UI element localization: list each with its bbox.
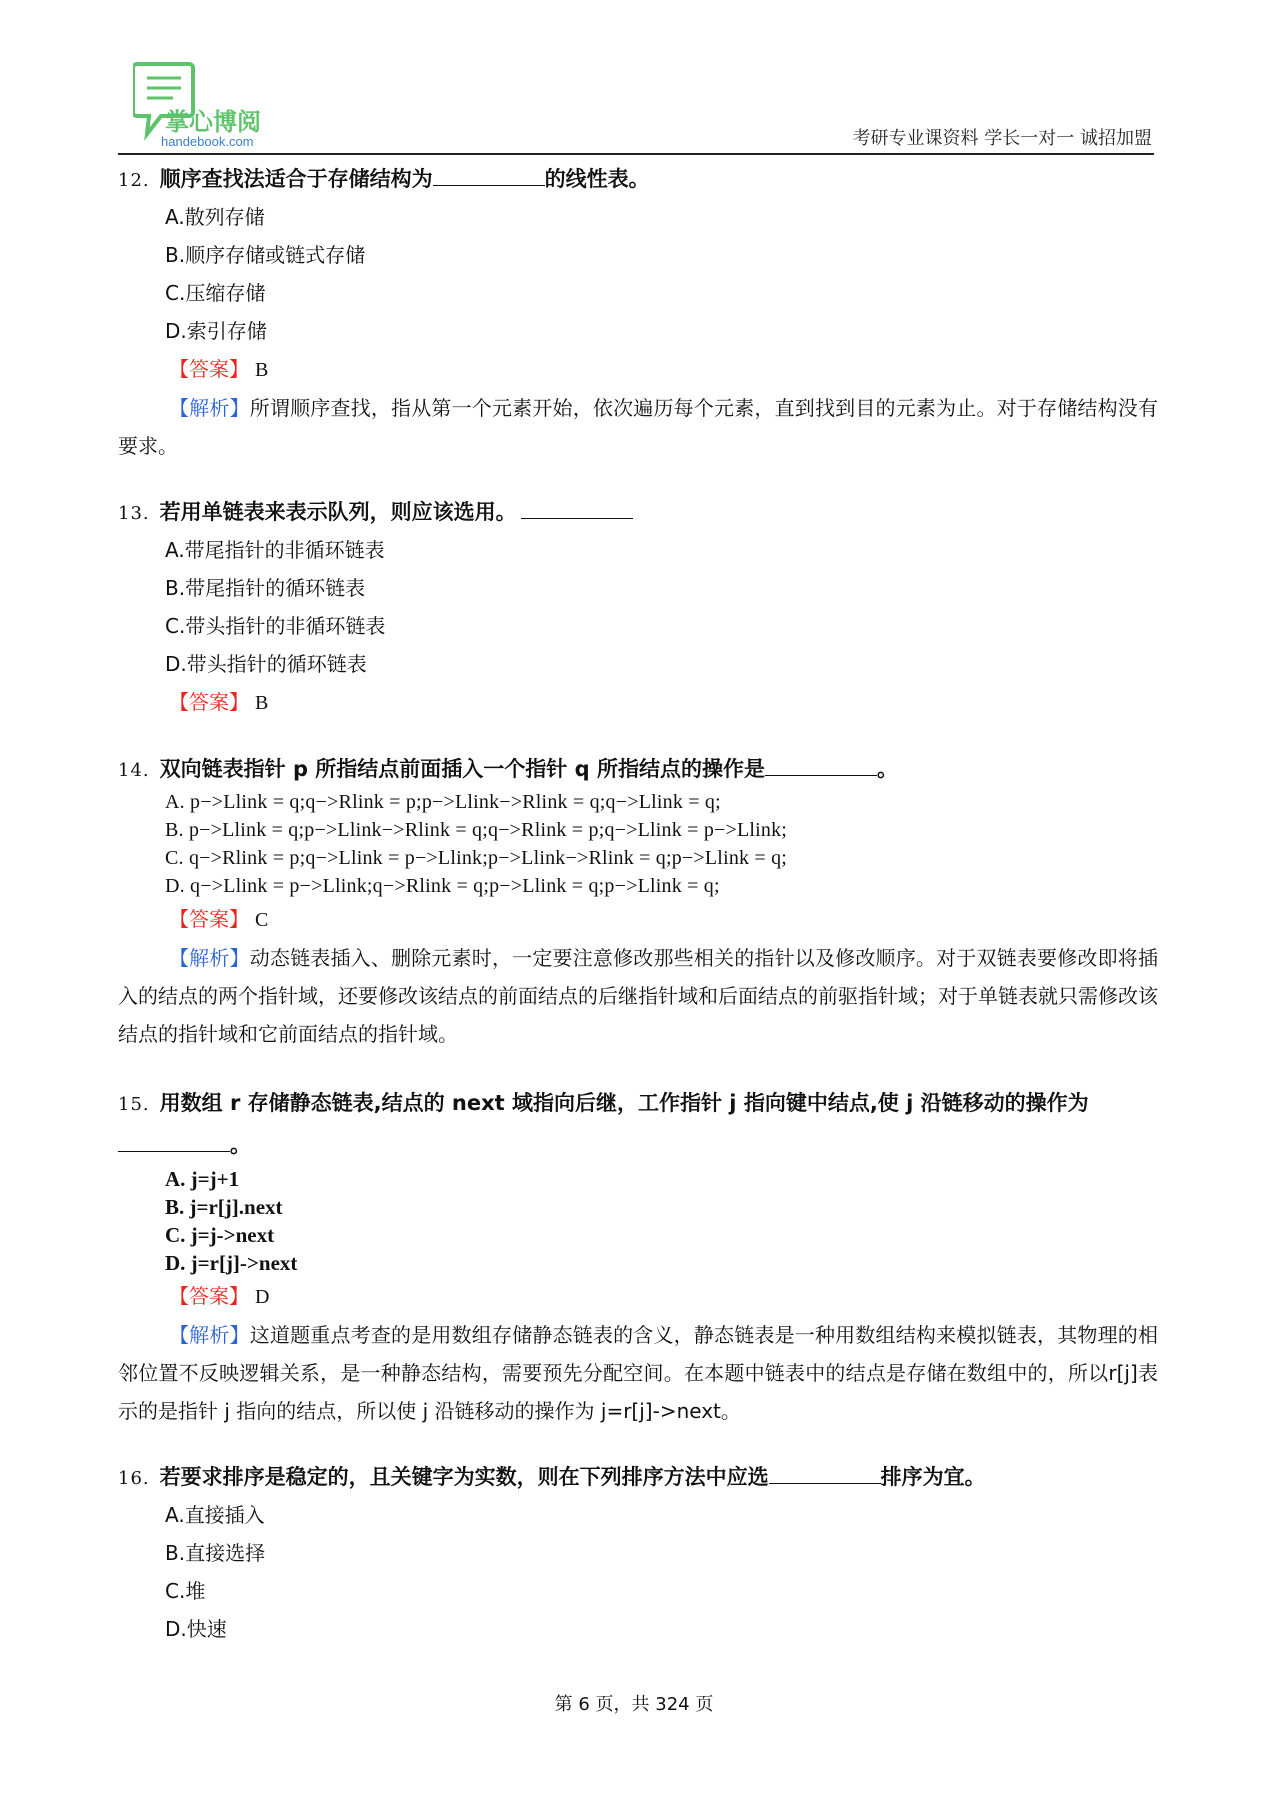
answer-tag: 【答案】 (169, 690, 249, 714)
question-text-end: 。 (230, 1133, 251, 1157)
question-text-end: 的线性表。 (544, 167, 650, 191)
page-footer: 第 6 页，共 324 页 (554, 1694, 714, 1715)
option-d: D. j=r[j]->next (165, 1251, 298, 1275)
option-b: B.顺序存储或链式存储 (165, 243, 366, 267)
answer-value: B (255, 359, 269, 381)
explanation-text: 这道题重点考查的是用数组存储静态链表的含义，静态链表是一种用数组结构来模拟链表，其物理的相邻位置不反映逻辑关系，是一种静态结构，需要预先分配空间。在本题中链表中的结点是存储在数组中的，所以r[j]表示的是指针 j 指向的结点，所以使 j 沿链移动的操作为 j=r[j]->next。 (118, 1323, 1158, 1423)
answer-blank (765, 753, 877, 776)
answer-value: B (255, 692, 269, 714)
question-title (118, 162, 1158, 198)
option-a: A. j=j+1 (165, 1167, 240, 1191)
option-b: B. j=r[j].next (165, 1195, 283, 1219)
option-b: B. p−>Llink = q;p−>Llink−>Rlink = q;q−>Rlink = p;q−>Llink = p−>Llink; (165, 819, 788, 841)
answer-tag: 【答案】 (169, 907, 249, 931)
explanation-tag: 【解析】 (169, 946, 250, 970)
option-d: D. q−>Llink = p−>Llink;q−>Rlink = q;p−>Llink = q;p−>Llink = q; (165, 875, 720, 897)
option-c: C.压缩存储 (165, 281, 266, 305)
question-text: 顺序查找法适合于存储结构为 (159, 167, 433, 191)
explanation-text: 动态链表插入、删除元素时，一定要注意修改那些相关的指针以及修改顺序。对于双链表要修改即将插入的结点的两个指针域，还要修改该结点的前面结点的后继指针域和后面结点的前驱指针域；对于单链表就只需修改该结点的指针域和它前面结点的指针域。 (118, 946, 1158, 1046)
handebook-logo (133, 62, 283, 150)
question-number: 12. (118, 170, 150, 191)
question-text-end: 。 (876, 757, 898, 781)
question-14 (118, 752, 1158, 1053)
answer-tag: 【答案】 (169, 1284, 249, 1308)
option-b: B.带尾指针的循环链表 (165, 576, 366, 600)
logo-domain: handebook.com (161, 134, 254, 149)
answer-line (118, 683, 1158, 722)
question-text: 若用单链表来表示队列，则应该选用。 (159, 500, 517, 524)
answer-tag: 【答案】 (169, 357, 249, 381)
question-title (118, 1083, 1158, 1165)
question-number: 13. (118, 503, 150, 524)
question-13 (118, 495, 1158, 722)
option-b: B.直接选择 (165, 1541, 266, 1565)
option-c: C. q−>Rlink = p;q−>Llink = p−>Llink;p−>Llink−>Rlink = q;p−>Llink = q; (165, 847, 788, 869)
explanation-text: 所谓顺序查找，指从第一个元素开始，依次遍历每个元素，直到找到目的元素为止。对于存储结构没有要求。 (118, 396, 1158, 458)
question-text: 用数组 r 存储静态链表,结点的 next 域指向后继，工作指针 j 指向键中结点,使 j 沿链移动的操作为 (159, 1091, 1089, 1115)
answer-value: C (255, 909, 269, 931)
option-a: A.直接插入 (165, 1503, 265, 1527)
question-title (118, 495, 1158, 531)
answer-value: D (255, 1286, 270, 1308)
question-title (118, 752, 1158, 788)
question-text: 双向链表指针 p 所指结点前面插入一个指针 q 所指结点的操作是 (159, 757, 765, 781)
question-number: 15. (118, 1094, 150, 1115)
option-a: A.带尾指针的非循环链表 (165, 538, 385, 562)
answer-blank (433, 163, 545, 186)
explanation-tag: 【解析】 (169, 1323, 250, 1347)
answer-line (118, 1277, 1158, 1316)
answer-line (118, 900, 1158, 939)
option-a: A.散列存储 (165, 205, 265, 229)
option-c: C. j=j->next (165, 1223, 275, 1247)
question-text-end: 排序为宜。 (880, 1465, 986, 1489)
option-d: D.索引存储 (165, 319, 267, 343)
answer-blank (521, 496, 633, 519)
answer-blank (769, 1461, 881, 1484)
option-d: D.快速 (165, 1617, 227, 1641)
question-number: 16. (118, 1468, 150, 1489)
question-title (118, 1460, 1158, 1496)
question-15 (118, 1083, 1158, 1430)
explanation (118, 389, 1158, 465)
explanation (118, 1316, 1158, 1430)
page-content (118, 162, 1158, 1678)
header-tagline: 考研专业课资料 学长一对一 诚招加盟 (852, 128, 1152, 149)
answer-blank (118, 1129, 230, 1152)
question-12 (118, 162, 1158, 465)
explanation (118, 939, 1158, 1053)
question-text: 若要求排序是稳定的，且关键字为实数，则在下列排序方法中应选 (159, 1465, 769, 1489)
option-d: D.带头指针的循环链表 (165, 652, 367, 676)
logo-title: 掌心博阅 (165, 108, 261, 136)
option-c: C.堆 (165, 1579, 206, 1603)
option-a: A. p−>Llink = q;q−>Rlink = p;p−>Llink−>Rlink = q;q−>Llink = q; (165, 791, 721, 813)
option-c: C.带头指针的非循环链表 (165, 614, 386, 638)
answer-line (118, 350, 1158, 389)
explanation-tag: 【解析】 (169, 396, 250, 420)
question-16 (118, 1460, 1158, 1648)
question-number: 14. (118, 760, 150, 781)
header-divider (118, 153, 1154, 155)
